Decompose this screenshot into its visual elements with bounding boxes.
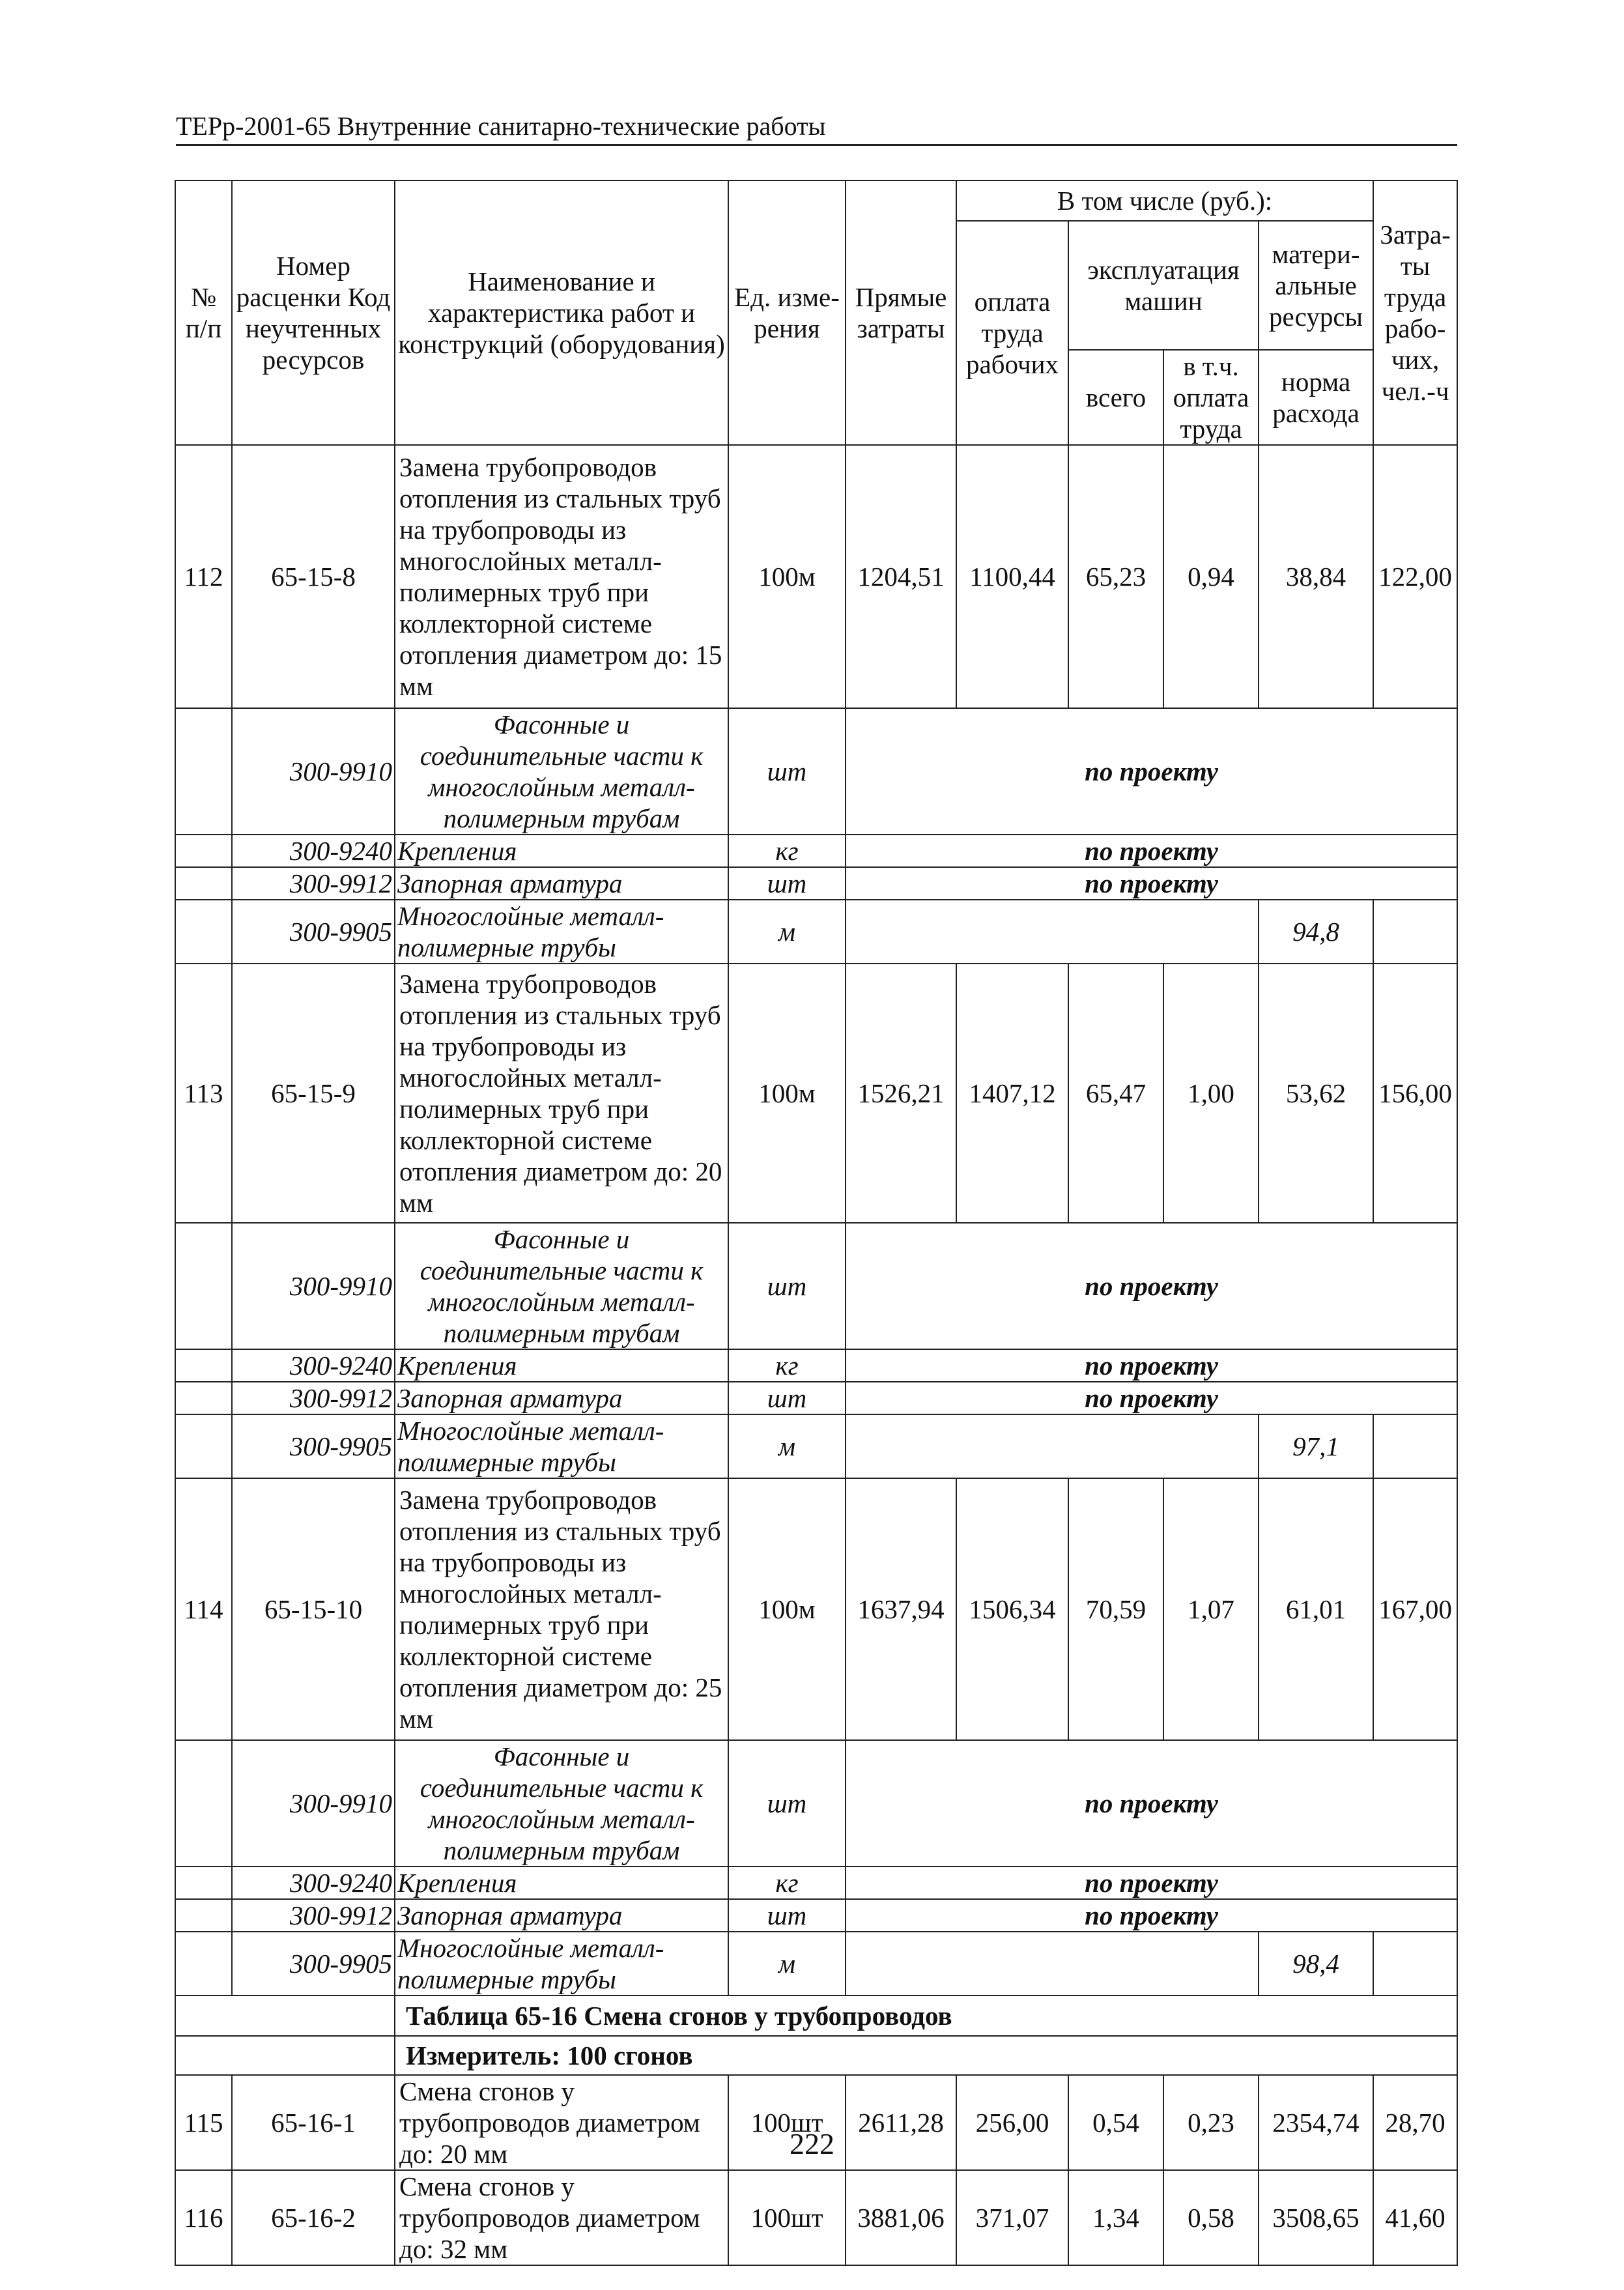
row-materials: 61,01 — [1259, 1478, 1373, 1740]
row-direct: 1526,21 — [846, 964, 956, 1223]
resource-row — [175, 708, 1457, 835]
col-header-norm: норма расхода — [1259, 350, 1373, 445]
resource-row — [175, 1899, 1457, 1932]
resource-code: 300-9910 — [232, 1740, 395, 1867]
row-name: Замена трубопроводов отопления из стальных труб на трубопроводы из многослойных металл-полимерных труб при коллекторной системе отопления диаметром до: 20 мм — [395, 964, 728, 1223]
col-header-direct: Прямые затраты — [846, 180, 956, 445]
section-measure: Измеритель: 100 сгонов — [395, 2036, 1457, 2075]
resource-value: по проекту — [846, 708, 1457, 835]
resource-name: Многослойные металл-полимерные трубы — [395, 900, 728, 964]
resource-unit: шт — [728, 1223, 846, 1349]
resource-value: по проекту — [846, 1349, 1457, 1382]
resource-value: по проекту — [846, 1867, 1457, 1899]
resource-norm: 98,4 — [1259, 1932, 1373, 1996]
resource-name: Многослойные металл-полимерные трубы — [395, 1932, 728, 1996]
resource-name: Запорная арматура — [395, 1899, 728, 1932]
row-name: Замена трубопроводов отопления из стальных труб на трубопроводы из многослойных металл-полимерных труб при коллекторной системе отопления диаметром до: 25 мм — [395, 1478, 728, 1740]
row-mach-total: 65,47 — [1068, 964, 1163, 1223]
resource-unit: шт — [728, 1899, 846, 1932]
resource-row — [175, 1349, 1457, 1382]
row-direct: 2611,28 — [846, 2075, 956, 2170]
col-header-name: Наименование и характеристика работ и конструкций (оборудования) — [395, 180, 728, 445]
resource-code: 300-9910 — [232, 1223, 395, 1349]
resource-unit: шт — [728, 1382, 846, 1414]
table-row — [175, 2170, 1457, 2265]
resource-unit: кг — [728, 1349, 846, 1382]
row-labor-cost: 41,60 — [1373, 2170, 1457, 2265]
col-header-labor-cost: Затра-ты труда рабо-чих, чел.-ч — [1373, 180, 1457, 445]
row-code: 65-16-1 — [232, 2075, 395, 2170]
row-unit: 100м — [728, 445, 846, 708]
resource-value: по проекту — [846, 1382, 1457, 1414]
row-num: 112 — [175, 445, 232, 708]
resource-unit: кг — [728, 835, 846, 867]
resource-unit: шт — [728, 708, 846, 835]
row-num: 113 — [175, 964, 232, 1223]
col-header-materials: матери-альные ресурсы — [1259, 221, 1373, 350]
table-row — [175, 445, 1457, 708]
resource-unit: кг — [728, 1867, 846, 1899]
row-labor-cost: 156,00 — [1373, 964, 1457, 1223]
row-labor-pay: 371,07 — [956, 2170, 1068, 2265]
resource-code: 300-9905 — [232, 1414, 395, 1478]
resource-name: Запорная арматура — [395, 867, 728, 900]
resource-row — [175, 1223, 1457, 1349]
resource-row — [175, 867, 1457, 900]
row-labor-pay: 1100,44 — [956, 445, 1068, 708]
resource-code: 300-9910 — [232, 708, 395, 835]
col-header-mach-total: всего — [1068, 350, 1163, 445]
resource-name: Фасонные и соединительные части к многослойным металл-полимерным трубам — [395, 1223, 728, 1349]
page-header: ТЕРр-2001-65 Внутренние санитарно-технические работы — [176, 111, 826, 141]
resource-unit: м — [728, 1932, 846, 1996]
resource-value: по проекту — [846, 1223, 1457, 1349]
row-materials: 2354,74 — [1259, 2075, 1373, 2170]
row-labor-cost: 167,00 — [1373, 1478, 1457, 1740]
row-mach-incl: 1,00 — [1163, 964, 1259, 1223]
table-row — [175, 964, 1457, 1223]
col-header-incl: В том числе (руб.): — [956, 180, 1373, 221]
col-header-unit: Ед. изме-рения — [728, 180, 846, 445]
resource-name: Крепления — [395, 835, 728, 867]
row-unit: 100м — [728, 964, 846, 1223]
col-header-labor-pay: оплата труда рабочих — [956, 221, 1068, 445]
resource-unit: м — [728, 1414, 846, 1478]
row-num: 114 — [175, 1478, 232, 1740]
col-header-code: Номер расценки Код неучтенных ресурсов — [232, 180, 395, 445]
resource-row — [175, 1382, 1457, 1414]
resource-row — [175, 900, 1457, 964]
resource-unit: м — [728, 900, 846, 964]
row-direct: 3881,06 — [846, 2170, 956, 2265]
resource-row — [175, 1867, 1457, 1899]
header-rule — [176, 144, 1457, 146]
resource-unit: шт — [728, 867, 846, 900]
row-direct: 1637,94 — [846, 1478, 956, 1740]
resource-code: 300-9905 — [232, 900, 395, 964]
resource-name: Фасонные и соединительные части к многослойным металл-полимерным трубам — [395, 1740, 728, 1867]
resource-value: по проекту — [846, 1740, 1457, 1867]
row-num: 115 — [175, 2075, 232, 2170]
resource-code: 300-9912 — [232, 1899, 395, 1932]
resource-unit: шт — [728, 1740, 846, 1867]
row-code: 65-15-10 — [232, 1478, 395, 1740]
row-mach-incl: 1,07 — [1163, 1478, 1259, 1740]
resource-norm: 94,8 — [1259, 900, 1373, 964]
table-row — [175, 1478, 1457, 1740]
row-unit: 100шт — [728, 2075, 846, 2170]
row-labor-pay: 1407,12 — [956, 964, 1068, 1223]
row-mach-incl: 0,23 — [1163, 2075, 1259, 2170]
row-labor-cost: 122,00 — [1373, 445, 1457, 708]
row-materials: 3508,65 — [1259, 2170, 1373, 2265]
row-code: 65-15-8 — [232, 445, 395, 708]
row-mach-total: 1,34 — [1068, 2170, 1163, 2265]
row-mach-incl: 0,58 — [1163, 2170, 1259, 2265]
row-mach-total: 65,23 — [1068, 445, 1163, 708]
resource-value: по проекту — [846, 867, 1457, 900]
row-code: 65-16-2 — [232, 2170, 395, 2265]
resource-code: 300-9912 — [232, 1382, 395, 1414]
resource-row — [175, 1414, 1457, 1478]
resource-row — [175, 1932, 1457, 1996]
resource-code: 300-9905 — [232, 1932, 395, 1996]
row-num: 116 — [175, 2170, 232, 2265]
row-labor-cost: 28,70 — [1373, 2075, 1457, 2170]
col-header-num: № п/п — [175, 180, 232, 445]
row-labor-pay: 256,00 — [956, 2075, 1068, 2170]
rates-table — [175, 180, 1458, 2266]
resource-row — [175, 835, 1457, 867]
resource-norm: 97,1 — [1259, 1414, 1373, 1478]
row-name: Замена трубопроводов отопления из стальных труб на трубопроводы из многослойных металл-полимерных труб при коллекторной системе отопления диаметром до: 15 мм — [395, 445, 728, 708]
resource-value: по проекту — [846, 835, 1457, 867]
row-mach-total: 0,54 — [1068, 2075, 1163, 2170]
row-unit: 100шт — [728, 2170, 846, 2265]
section-title: Таблица 65-16 Смена сгонов у трубопроводов — [395, 1996, 1457, 2036]
row-mach-incl: 0,94 — [1163, 445, 1259, 708]
resource-code: 300-9912 — [232, 867, 395, 900]
resource-code: 300-9240 — [232, 1349, 395, 1382]
resource-row — [175, 1740, 1457, 1867]
row-name: Смена сгонов у трубопроводов диаметром до: 20 мм — [395, 2075, 728, 2170]
resource-code: 300-9240 — [232, 1867, 395, 1899]
resource-value: по проекту — [846, 1899, 1457, 1932]
resource-code: 300-9240 — [232, 835, 395, 867]
resource-name: Крепления — [395, 1867, 728, 1899]
resource-name: Крепления — [395, 1349, 728, 1382]
resource-name: Многослойные металл-полимерные трубы — [395, 1414, 728, 1478]
page-number: 222 — [790, 2127, 834, 2160]
row-code: 65-15-9 — [232, 964, 395, 1223]
resource-name: Запорная арматура — [395, 1382, 728, 1414]
row-mach-total: 70,59 — [1068, 1478, 1163, 1740]
col-header-machines: эксплуатация машин — [1068, 221, 1259, 350]
resource-name: Фасонные и соединительные части к многослойным металл-полимерным трубам — [395, 708, 728, 835]
row-direct: 1204,51 — [846, 445, 956, 708]
row-unit: 100м — [728, 1478, 846, 1740]
row-materials: 38,84 — [1259, 445, 1373, 708]
col-header-mach-incl: в т.ч. оплата труда — [1163, 350, 1259, 445]
row-materials: 53,62 — [1259, 964, 1373, 1223]
row-labor-pay: 1506,34 — [956, 1478, 1068, 1740]
row-name: Смена сгонов у трубопроводов диаметром до: 32 мм — [395, 2170, 728, 2265]
